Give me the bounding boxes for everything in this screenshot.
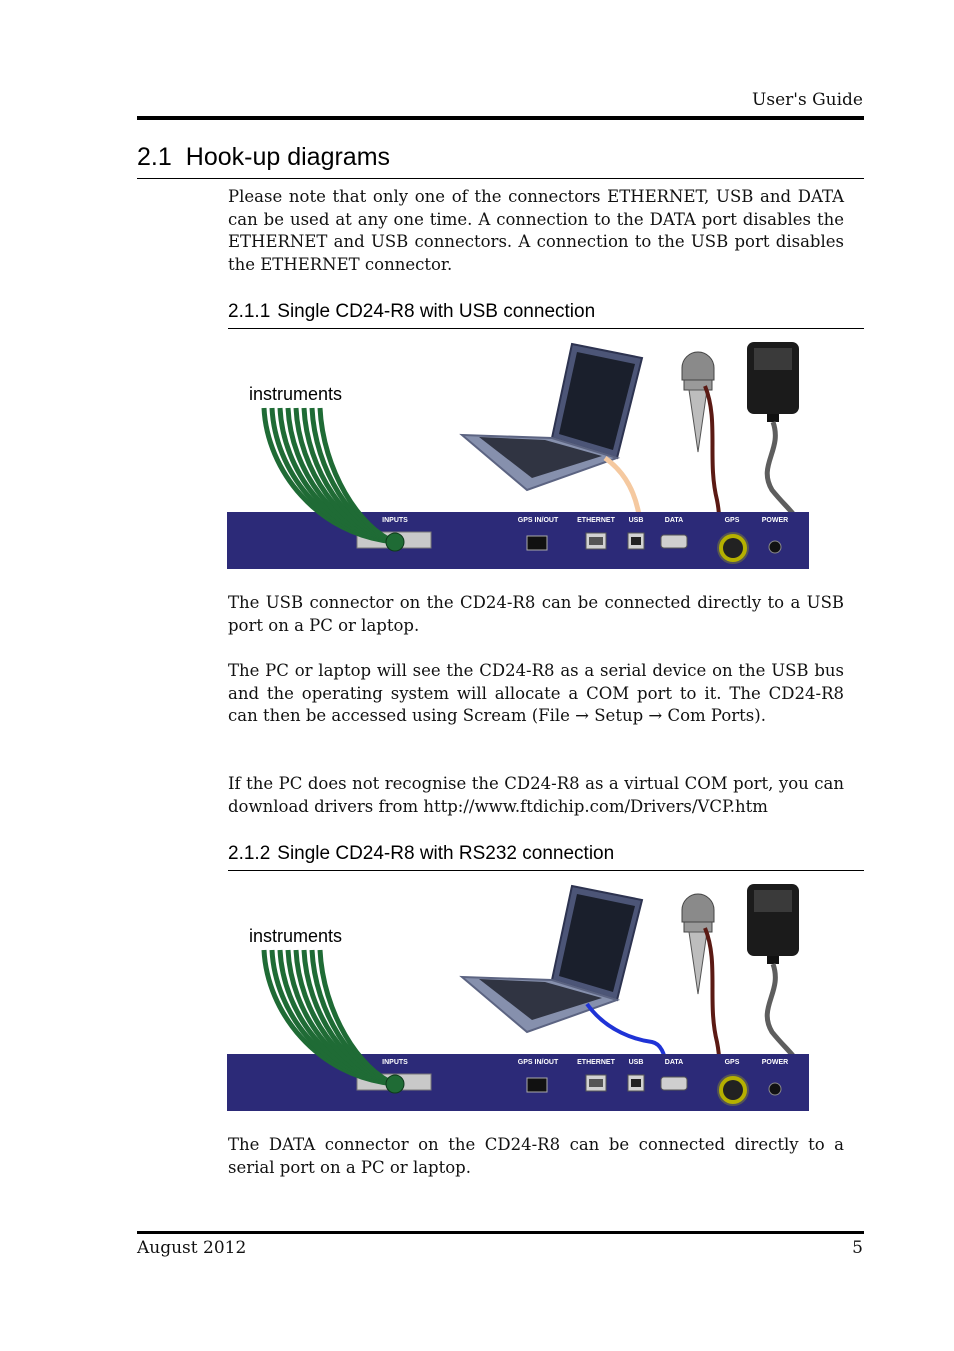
power-adapter [747, 342, 799, 422]
power-connector [769, 541, 781, 553]
rs232-hookup-diagram [227, 882, 809, 1112]
subsection-title: Single CD24-R8 with RS232 connection [277, 843, 615, 864]
data-connector [661, 535, 687, 548]
subsection-title: Single CD24-R8 with USB connection [277, 301, 596, 322]
panel-label-gps-in-out: GPS IN/OUT [517, 517, 559, 524]
cable-bundle-plug [386, 1075, 404, 1093]
cable-bundle-plug [386, 533, 404, 551]
panel-label-gps: GPS [724, 517, 740, 524]
power-adapter [747, 884, 799, 964]
subsection-rule [228, 328, 864, 329]
intro-paragraph: Please note that only one of the connectors ETHERNET, USB and DATA can be used at any one time. A connection to the DATA port disables the ETHERNET and USB connectors. A connection to the USB port disables the ETHERNET connector. [228, 187, 844, 274]
subsection-number: 2.1.1 [228, 301, 271, 322]
panel-label-data: DATA [664, 517, 684, 524]
panel-label-usb: USB [628, 517, 644, 524]
footer-rule [137, 1231, 864, 1234]
panel-label-power: POWER [761, 1059, 789, 1066]
section-number: 2.1 [137, 143, 172, 171]
panel-label-inputs: INPUTS [382, 1059, 408, 1066]
section-rule [137, 178, 864, 179]
running-header: User's Guide [752, 90, 863, 110]
section-heading [137, 143, 390, 172]
front-panel [227, 512, 809, 569]
panel-label-data: DATA [664, 1059, 684, 1066]
usb-hookup-diagram [227, 340, 809, 570]
usb-paragraph-1: The USB connector on the CD24-R8 can be connected directly to a USB port on a PC or laptop. [228, 593, 844, 635]
panel-label-ethernet: ETHERNET [577, 1059, 615, 1066]
laptop [462, 886, 642, 1032]
power-connector [769, 1083, 781, 1095]
page-number: 5 [852, 1238, 863, 1258]
rs232-paragraph-1: The DATA connector on the CD24-R8 can be connected directly to a serial port on a PC or laptop. [228, 1135, 844, 1177]
header-rule [137, 116, 864, 120]
usb-paragraph-2: The PC or laptop will see the CD24-R8 as a serial device on the USB bus and the operating system will allocate a COM port to it. The CD24-R8 can then be accessed using Scream (File → Setup → Com Ports). [228, 661, 844, 726]
subsection-heading-usb [228, 301, 595, 323]
usb-paragraph-3: If the PC does not recognise the CD24-R8 as a virtual COM port, you can download drivers from http://www.ftdichip.com/Drivers/VCP.htm [228, 774, 844, 816]
panel-label-power: POWER [761, 517, 789, 524]
panel-label-ethernet: ETHERNET [577, 517, 615, 524]
subsection-rule [228, 870, 864, 871]
gps-in-out-connector [527, 536, 547, 550]
panel-label-usb: USB [628, 1059, 644, 1066]
panel-label-gps: GPS [724, 1059, 740, 1066]
gps-in-out-connector [527, 1078, 547, 1092]
section-title: Hook-up diagrams [185, 143, 391, 171]
instruments-label: instruments [249, 926, 343, 946]
subsection-heading-rs232 [228, 843, 614, 865]
data-connector [661, 1077, 687, 1090]
panel-label-gps-in-out: GPS IN/OUT [517, 1059, 559, 1066]
panel-label-inputs: INPUTS [382, 517, 408, 524]
front-panel [227, 1054, 809, 1111]
instruments-label: instruments [249, 384, 343, 404]
subsection-number: 2.1.2 [228, 843, 271, 864]
footer-date: August 2012 [137, 1238, 247, 1258]
